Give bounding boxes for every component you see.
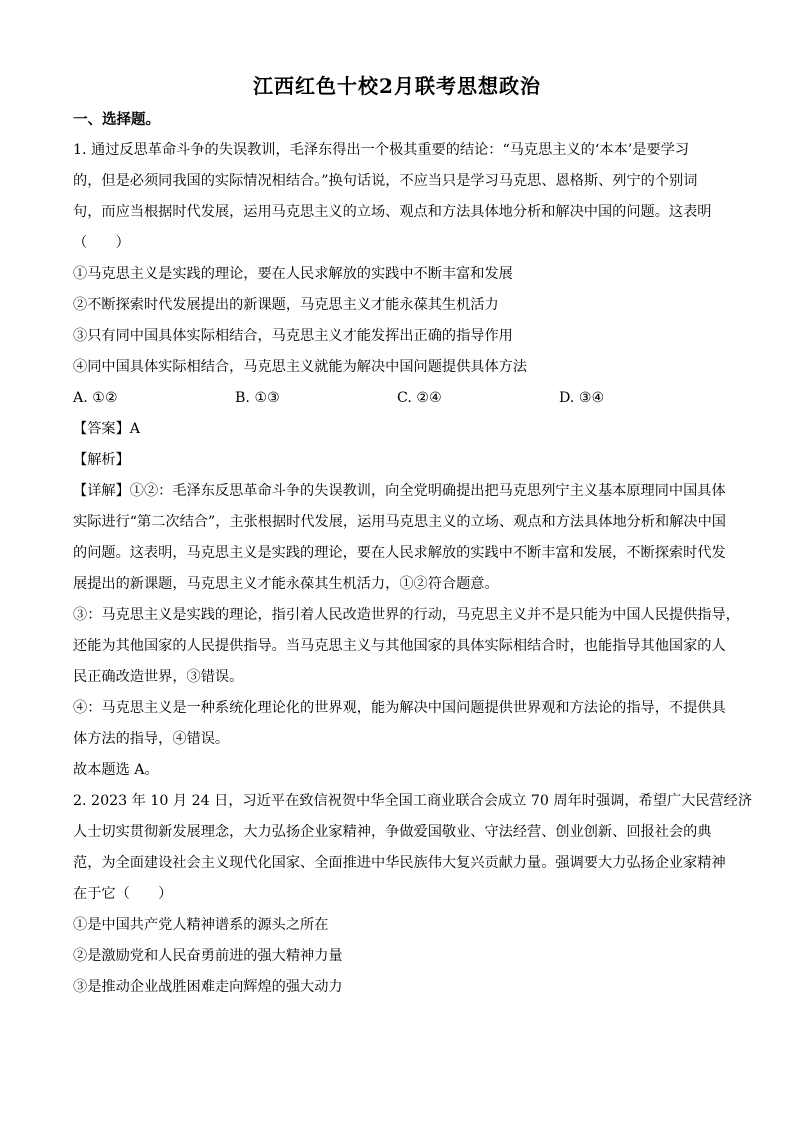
q1-detail-line: ④：马克思主义是一种系统化理论化的世界观，能为解决中国问题提供世界观和方法论的指导，不提供具 (73, 700, 726, 716)
q1-statement: ③只有同中国具体实际相结合，马克思主义才能发挥出正确的指导作用 (73, 328, 513, 344)
q1-detail-line: 还能为其他国家的人民提供指导。当马克思主义与其他国家的具体实际相结合时，也能指导其他国家的人 (73, 638, 726, 654)
q1-answer (73, 419, 723, 450)
q2-statement: ①是中国共产党人精神谱系的源头之所在 (73, 917, 329, 933)
q2-statement: ②是激励党和人民奋勇前进的强大精神力量 (73, 948, 343, 964)
q1-options (73, 388, 723, 419)
q1-option-c: C. ②④ (397, 390, 442, 406)
section-heading: 一、选择题。 (73, 111, 160, 128)
q1-option-d: D. ③④ (559, 390, 605, 406)
q1-stem-line: 的，但是必须同我国的实际情况相结合。”换句话说，不应当只是学习马克思、恩格斯、列宁的个别词 (73, 173, 698, 189)
q1-stem-line: 1. 通过反思革命斗争的失误教训，毛泽东得出一个极其重要的结论：“马克思主义的‘本本’是要学习 (73, 142, 690, 158)
answer-label: 【答案】 (73, 421, 130, 437)
q1-conclusion: 故本题选 A。 (73, 762, 159, 778)
answer-value: A (129, 421, 141, 437)
q1-option-b: B. ①③ (235, 390, 280, 406)
q2-stem-line: 人士切实贯彻新发展理念，大力弘扬企业家精神，争做爱国敬业、守法经营、创业创新、回报社会的典 (73, 824, 712, 840)
q1-statement: ②不断探索时代发展提出的新课题，马克思主义才能永葆其生机活力 (73, 297, 499, 313)
q1-detail-line: 展提出的新课题，马克思主义才能永葆其生机活力，①②符合题意。 (73, 576, 499, 592)
q2-stem-line: 范，为全面建设社会主义现代化国家、全面推进中华民族伟大复兴贡献力量。强调要大力弘扬企业家精神 (73, 855, 726, 871)
q1-stem-line: （ ） (73, 235, 130, 251)
q2-stem-line: 在于它（ ） (73, 886, 173, 902)
q1-detail-line: 体方法的指导，④错误。 (73, 731, 230, 747)
q1-analysis-label: 【解析】 (73, 452, 130, 468)
q1-statement: ④同中国具体实际相结合，马克思主义就能为解决中国问题提供具体方法 (73, 359, 528, 375)
q1-detail-line: 民正确改造世界，③错误。 (73, 669, 244, 685)
q2-statement: ③是推动企业战胜困难走向辉煌的强大动力 (73, 979, 343, 995)
q1-stem-line: 句，而应当根据时代发展，运用马克思主义的立场、观点和方法具体地分析和解决中国的问题。这表明 (73, 204, 712, 220)
q1-statement: ①马克思主义是实践的理论，要在人民求解放的实践中不断丰富和发展 (73, 266, 513, 282)
q1-detail-line: ③：马克思主义是实践的理论，指引着人民改造世界的行动，马克思主义并不是只能为中国人民提供指导， (73, 607, 740, 623)
question-content (73, 140, 753, 1008)
document-title: 江西红色十校2月联考思想政治 (253, 74, 541, 98)
q2-stem-line: 2. 2023 年 10 月 24 日，习近平在致信祝贺中华全国工商业联合会成立 70 周年时强调，希望广大民营经济 (73, 793, 753, 809)
q1-detail-line: 的问题。这表明，马克思主义是实践的理论，要在人民求解放的实践中不断丰富和发展，不断探索时代发 (73, 545, 726, 561)
q1-detail-line: 【详解】①②：毛泽东反思革命斗争的失误教训，向全党明确提出把马克思列宁主义基本原理同中国具体 (73, 483, 726, 499)
q1-option-a: A. ①② (73, 390, 118, 406)
q1-detail-line: 实际进行“第二次结合”，主张根据时代发展，运用马克思主义的立场、观点和方法具体地分析和解决中国 (73, 514, 726, 530)
